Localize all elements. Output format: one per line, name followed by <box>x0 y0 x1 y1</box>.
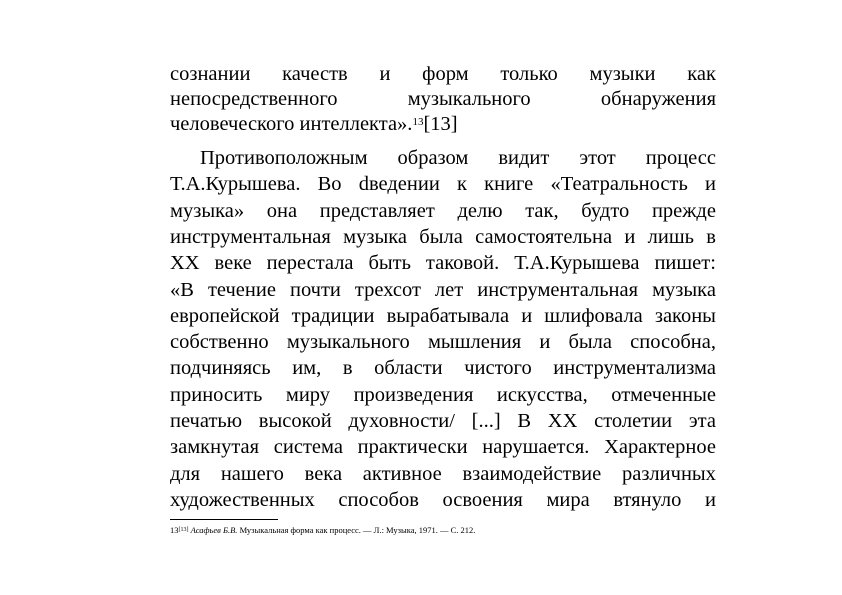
word: процесс <box>645 147 716 169</box>
word: законы <box>654 305 716 327</box>
word: к <box>457 173 467 195</box>
word: В <box>517 410 532 432</box>
word: течение <box>207 279 276 301</box>
word: видит <box>498 147 550 169</box>
text-line <box>170 171 716 197</box>
word: форм <box>422 63 469 85</box>
word: быть <box>368 252 411 274</box>
word: лет <box>434 279 464 301</box>
word: шлифовала <box>544 305 643 327</box>
word: книге <box>484 173 534 195</box>
text-line <box>200 145 716 171</box>
word: музыка <box>652 279 716 301</box>
word: инструментализма <box>553 357 716 379</box>
word: была <box>568 331 612 353</box>
word: искусства, <box>496 384 588 406</box>
footnote-divider <box>170 519 278 520</box>
word: была <box>419 226 463 248</box>
word: только <box>500 63 558 85</box>
text-line <box>170 86 716 112</box>
word: инструментальная <box>477 279 639 301</box>
word: система <box>273 436 343 458</box>
word: взаимодействие <box>462 463 602 485</box>
word: так, <box>525 200 559 222</box>
word: века <box>304 463 343 485</box>
text-line <box>170 277 716 303</box>
word: подчиняясь <box>170 357 271 379</box>
word: для <box>170 463 201 485</box>
text-line <box>170 329 716 355</box>
text-line <box>170 461 716 487</box>
footnote-text: Музыкальная форма как процесс. — Л.: Музыка, 1971. — С. 212. <box>239 525 476 535</box>
word: непосредственного <box>170 88 338 110</box>
word: нашего <box>220 463 284 485</box>
word: музыкального <box>286 331 410 353</box>
text-line <box>170 198 716 224</box>
word: музыкального <box>407 88 531 110</box>
word: мышления <box>427 331 522 353</box>
text-line <box>170 408 716 434</box>
word: чистого <box>464 357 532 379</box>
word: прежде <box>651 200 716 222</box>
word: собственно <box>170 331 269 353</box>
word: этот <box>579 147 616 169</box>
footnote-number: 13 <box>170 525 179 535</box>
word: и <box>705 173 716 195</box>
footnote-sup: [13] <box>178 527 189 533</box>
word: музыка <box>343 226 407 248</box>
word: делю <box>457 200 503 222</box>
word: и <box>624 226 636 248</box>
word: веке <box>214 252 252 274</box>
text-line <box>170 250 716 276</box>
word: отмеченные <box>611 384 716 406</box>
word: в <box>342 357 353 379</box>
word: европейской <box>170 305 280 327</box>
word: вырабатывала <box>386 305 510 327</box>
word: XX <box>170 252 200 274</box>
text-line <box>170 434 716 460</box>
text-line <box>170 224 716 250</box>
word: Характерное <box>604 436 716 458</box>
word: она <box>266 200 298 222</box>
word: печатью <box>170 410 243 432</box>
word: им, <box>292 357 322 379</box>
word: XX <box>547 410 578 432</box>
word: столетии <box>594 410 673 432</box>
word: способна, <box>630 331 716 353</box>
word: образом <box>397 147 469 169</box>
word: Во <box>317 173 342 195</box>
word: замкнутая <box>170 436 260 458</box>
word: в <box>706 226 716 248</box>
word: и <box>704 489 716 511</box>
text-line <box>170 61 716 87</box>
word: «Театральность <box>550 173 688 195</box>
word: активное <box>362 463 442 485</box>
footnote <box>170 524 475 536</box>
word: музыки <box>589 63 656 85</box>
text-line <box>170 382 716 408</box>
word: художественных <box>170 489 315 511</box>
word: различных <box>621 463 716 485</box>
word: произведения <box>353 384 474 406</box>
word: будто <box>581 200 630 222</box>
word: dведении <box>358 173 440 195</box>
word: высокой <box>258 410 332 432</box>
word: качеств <box>282 63 348 85</box>
word: представляет <box>319 200 435 222</box>
text-line <box>170 487 716 513</box>
word: как <box>687 63 716 85</box>
word: «В <box>170 279 194 301</box>
word: почти <box>289 279 341 301</box>
word: Т.А.Курышева <box>514 252 640 274</box>
word: эта <box>688 410 716 432</box>
word: Противоположным <box>200 147 368 169</box>
word: [...] <box>471 410 501 432</box>
line-text: человеческого интеллекта». <box>170 113 413 135</box>
footnote-marker: 13 <box>412 116 424 128</box>
word: сознании <box>170 63 251 85</box>
word: втянуло <box>613 489 682 511</box>
text-line <box>170 111 716 137</box>
word: пишет: <box>654 252 716 274</box>
word: Т.А.Курышева. <box>170 173 301 195</box>
word: духовности/ <box>348 410 455 432</box>
word: нарушается. <box>482 436 590 458</box>
reference: [13] <box>423 113 458 135</box>
word: перестала <box>266 252 354 274</box>
text-line <box>170 355 716 381</box>
word: практически <box>357 436 468 458</box>
word: миру <box>285 384 331 406</box>
footnote-author: Асафьев Б.В. <box>190 525 238 535</box>
word: лишь <box>647 226 694 248</box>
word: таковой. <box>425 252 500 274</box>
word: приносить <box>170 384 263 406</box>
word: трехсот <box>354 279 421 301</box>
text-line <box>170 303 716 329</box>
word: и <box>521 305 533 327</box>
word: мира <box>546 489 590 511</box>
word: обнаружения <box>600 88 716 110</box>
word: традиции <box>291 305 375 327</box>
word: музыка» <box>170 200 245 222</box>
word: и <box>539 331 551 353</box>
word: освоения <box>442 489 523 511</box>
word: самостоятельна <box>475 226 613 248</box>
word: инструментальная <box>170 226 331 248</box>
word: и <box>379 63 391 85</box>
word: способов <box>338 489 419 511</box>
word: области <box>374 357 443 379</box>
